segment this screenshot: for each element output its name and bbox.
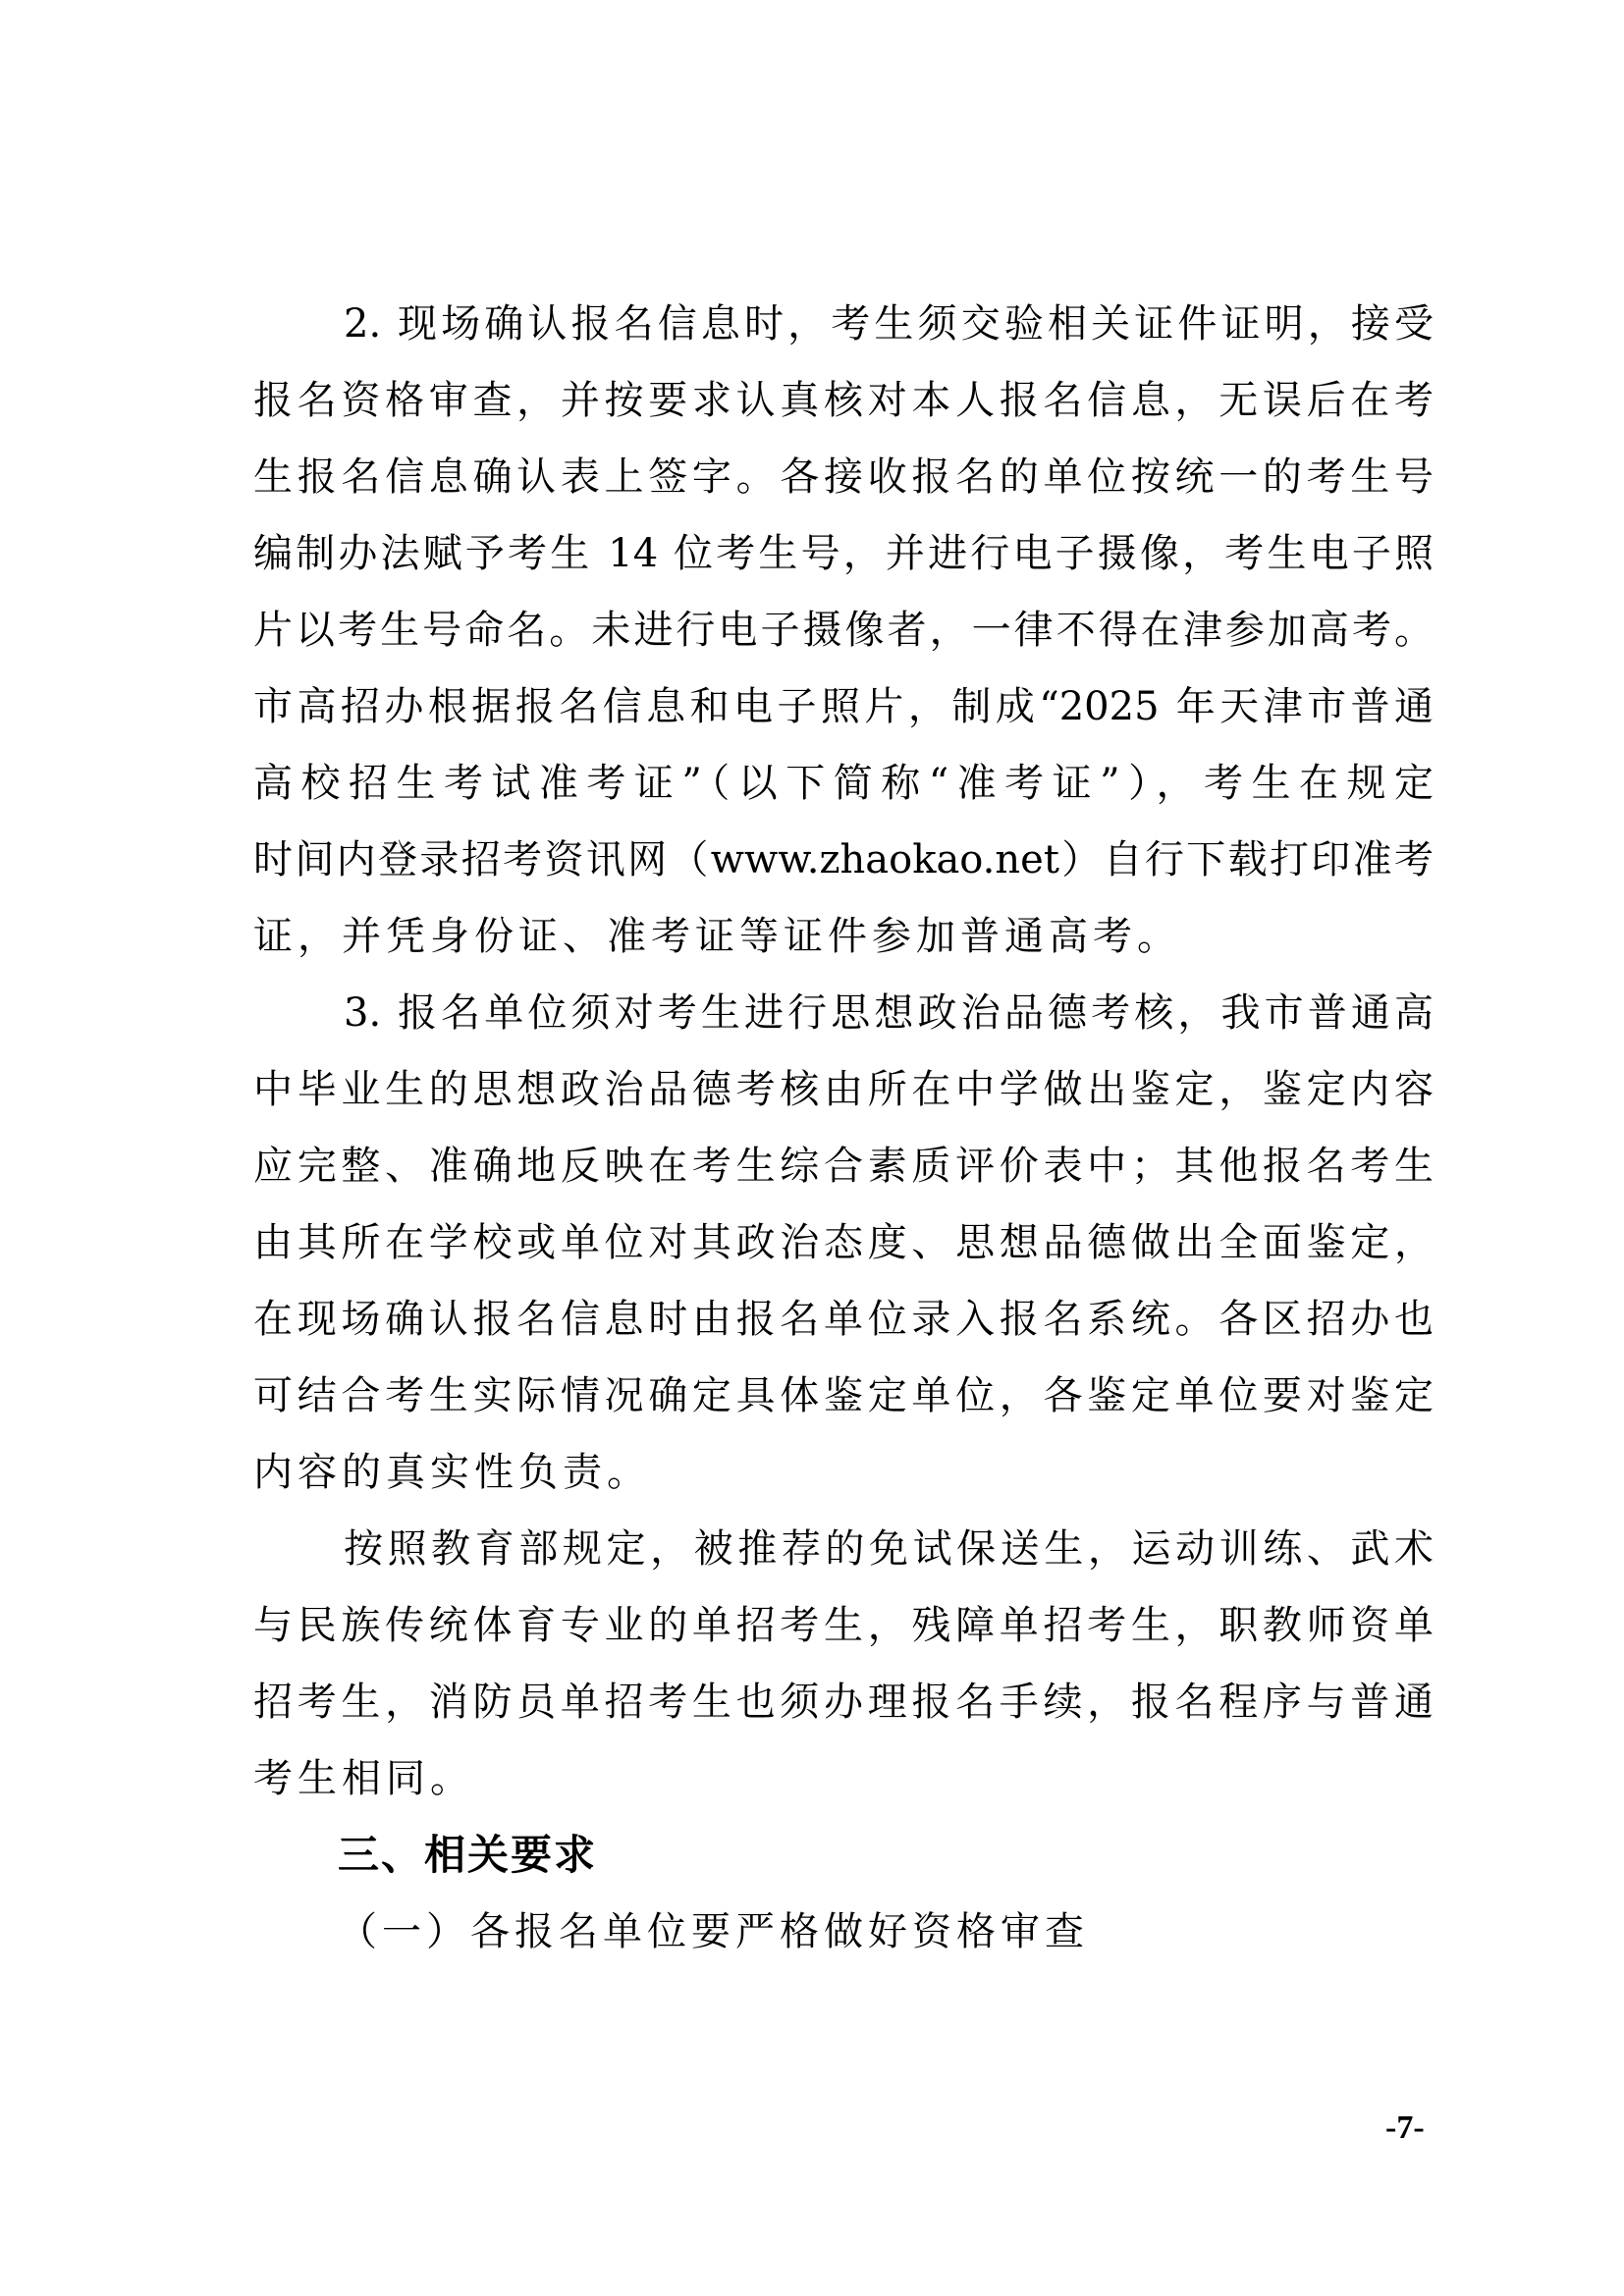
- paragraph-item-2-line-7: 高校招生考试准考证”（以下简称“准考证”），考生在规定: [253, 761, 1434, 806]
- paragraph-item-3-line-3: 应完整、准确地反映在考生综合素质评价表中；其他报名考生: [253, 1144, 1434, 1189]
- paragraph-item-2-line-8: 时间内登录招考资讯网（www.zhaokao.net）自行下载打印准考: [253, 837, 1434, 882]
- paragraph-item-2-line-1: 2. 现场确认报名信息时，考生须交验相关证件证明，接受: [344, 301, 1434, 347]
- paragraph-item-3-line-6: 可结合考生实际情况确定具体鉴定单位，各鉴定单位要对鉴定: [253, 1373, 1434, 1418]
- paragraph-item-3-line-2: 中毕业生的思想政治品德考核由所在中学做出鉴定，鉴定内容: [253, 1067, 1434, 1112]
- subsection-heading: （一）各报名单位要严格做好资格审查: [338, 1909, 1089, 1954]
- paragraph-item-3-line-5: 在现场确认报名信息时由报名单位录入报名系统。各区招办也: [253, 1297, 1434, 1342]
- paragraph-item-2-line-4: 编制办法赋予考生 14 位考生号，并进行电子摄像，考生电子照: [253, 531, 1434, 576]
- paragraph-item-2-line-6: 市高招办根据报名信息和电子照片，制成“2025 年天津市普通: [253, 684, 1434, 729]
- paragraph-special-line-4: 考生相同。: [253, 1756, 474, 1801]
- paragraph-item-2-line-2: 报名资格审查，并按要求认真核对本人报名信息，无误后在考: [253, 378, 1434, 423]
- paragraph-item-3-line-4: 由其所在学校或单位对其政治态度、思想品德做出全面鉴定，: [253, 1220, 1434, 1265]
- paragraph-item-2-line-9: 证，并凭身份证、准考证等证件参加普通高考。: [253, 914, 1181, 959]
- paragraph-special-line-3: 招考生，消防员单招考生也须办理报名手续，报名程序与普通: [253, 1680, 1434, 1725]
- paragraph-item-3-line-7: 内容的真实性负责。: [253, 1450, 651, 1495]
- page-number: -7-: [1385, 2109, 1425, 2146]
- paragraph-special-line-1: 按照教育部规定，被推荐的免试保送生，运动训练、武术: [344, 1526, 1434, 1572]
- section-heading: 三、相关要求: [338, 1831, 598, 1879]
- paragraph-special-line-2: 与民族传统体育专业的单招考生，残障单招考生，职教师资单: [253, 1603, 1434, 1648]
- paragraph-item-2-line-3: 生报名信息确认表上签字。各接收报名的单位按统一的考生号: [253, 454, 1434, 500]
- paragraph-item-3-line-1: 3. 报名单位须对考生进行思想政治品德考核，我市普通高: [344, 990, 1434, 1036]
- paragraph-item-2-line-5: 片以考生号命名。未进行电子摄像者，一律不得在津参加高考。: [253, 608, 1434, 653]
